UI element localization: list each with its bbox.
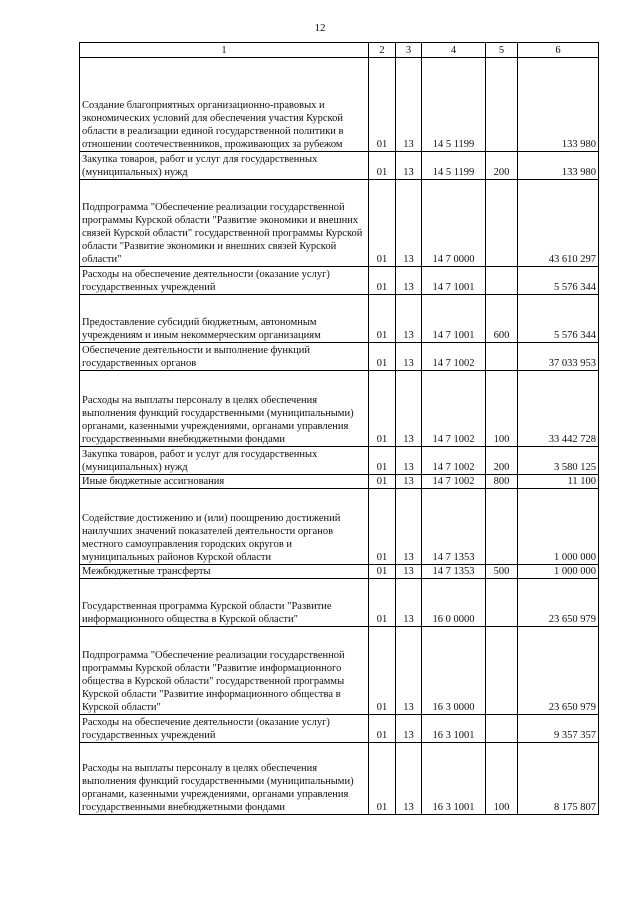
target-article-code: 14 7 0000 bbox=[422, 180, 486, 267]
section-code: 01 bbox=[369, 267, 396, 295]
expense-type-code bbox=[486, 58, 518, 152]
subsection-code: 13 bbox=[396, 152, 422, 180]
expense-type-code bbox=[486, 343, 518, 371]
expense-type-code: 200 bbox=[486, 447, 518, 475]
subsection-code: 13 bbox=[396, 447, 422, 475]
row-description: Иные бюджетные ассигнования bbox=[80, 475, 369, 489]
section-code: 01 bbox=[369, 715, 396, 743]
column-header-2: 2 bbox=[369, 43, 396, 58]
table-row bbox=[80, 58, 599, 152]
section-code: 01 bbox=[369, 627, 396, 715]
table-row bbox=[80, 489, 599, 565]
section-code: 01 bbox=[369, 180, 396, 267]
target-article-code: 14 7 1002 bbox=[422, 371, 486, 447]
column-header-1: 1 bbox=[80, 43, 369, 58]
subsection-code: 13 bbox=[396, 489, 422, 565]
row-description: Предоставление субсидий бюджетным, автономным учреждениям и иным некоммерческим организациям bbox=[80, 295, 369, 343]
amount: 8 175 807 bbox=[518, 743, 599, 815]
table-row bbox=[80, 743, 599, 815]
target-article-code: 16 0 0000 bbox=[422, 579, 486, 627]
header-row bbox=[80, 43, 599, 58]
row-description: Создание благоприятных организационно-правовых и экономических условий для обеспечения участия Курской области в реализации единой государственной политики в отношении соотечественников, проживающих за рубежом bbox=[80, 58, 369, 152]
expense-type-code bbox=[486, 267, 518, 295]
column-header-5: 5 bbox=[486, 43, 518, 58]
table-row bbox=[80, 475, 599, 489]
table-row bbox=[80, 715, 599, 743]
target-article-code: 14 5 1199 bbox=[422, 152, 486, 180]
amount: 133 980 bbox=[518, 152, 599, 180]
subsection-code: 13 bbox=[396, 295, 422, 343]
table-row bbox=[80, 295, 599, 343]
expense-type-code: 100 bbox=[486, 743, 518, 815]
expense-type-code: 600 bbox=[486, 295, 518, 343]
subsection-code: 13 bbox=[396, 371, 422, 447]
table-row bbox=[80, 565, 599, 579]
expense-type-code bbox=[486, 715, 518, 743]
amount: 133 980 bbox=[518, 58, 599, 152]
section-code: 01 bbox=[369, 152, 396, 180]
subsection-code: 13 bbox=[396, 475, 422, 489]
column-header-3: 3 bbox=[396, 43, 422, 58]
page-number: 12 bbox=[314, 22, 326, 34]
table-row bbox=[80, 267, 599, 295]
target-article-code: 16 3 0000 bbox=[422, 627, 486, 715]
subsection-code: 13 bbox=[396, 715, 422, 743]
subsection-code: 13 bbox=[396, 565, 422, 579]
amount: 9 357 357 bbox=[518, 715, 599, 743]
column-header-4: 4 bbox=[422, 43, 486, 58]
amount: 43 610 297 bbox=[518, 180, 599, 267]
row-description: Подпрограмма "Обеспечение реализации государственной программы Курской области "Развитие информационного общества в Курской области" государственной программы Курской области "Развитие информационного общества в Курской области" bbox=[80, 627, 369, 715]
table-row bbox=[80, 627, 599, 715]
section-code: 01 bbox=[369, 343, 396, 371]
section-code: 01 bbox=[369, 447, 396, 475]
subsection-code: 13 bbox=[396, 627, 422, 715]
subsection-code: 13 bbox=[396, 743, 422, 815]
section-code: 01 bbox=[369, 565, 396, 579]
table-row bbox=[80, 371, 599, 447]
target-article-code: 16 3 1001 bbox=[422, 743, 486, 815]
target-article-code: 14 7 1002 bbox=[422, 447, 486, 475]
amount: 5 576 344 bbox=[518, 295, 599, 343]
budget-table bbox=[79, 42, 599, 815]
row-description: Расходы на обеспечение деятельности (оказание услуг) государственных учреждений bbox=[80, 715, 369, 743]
row-description: Подпрограмма "Обеспечение реализации государственной программы Курской области "Развитие экономики и внешних связей Курской области" государственной программы Курской области "Развитие экономики и внешних связей Курской области" bbox=[80, 180, 369, 267]
row-description: Закупка товаров, работ и услуг для государственных (муниципальных) нужд bbox=[80, 447, 369, 475]
row-description: Межбюджетные трансферты bbox=[80, 565, 369, 579]
expense-type-code: 500 bbox=[486, 565, 518, 579]
expense-type-code bbox=[486, 180, 518, 267]
table-row bbox=[80, 579, 599, 627]
table-row bbox=[80, 343, 599, 371]
subsection-code: 13 bbox=[396, 267, 422, 295]
amount: 11 100 bbox=[518, 475, 599, 489]
expense-type-code: 800 bbox=[486, 475, 518, 489]
target-article-code: 14 7 1002 bbox=[422, 343, 486, 371]
section-code: 01 bbox=[369, 475, 396, 489]
table-row bbox=[80, 180, 599, 267]
section-code: 01 bbox=[369, 371, 396, 447]
section-code: 01 bbox=[369, 579, 396, 627]
table-row bbox=[80, 152, 599, 180]
target-article-code: 14 7 1001 bbox=[422, 267, 486, 295]
expense-type-code: 100 bbox=[486, 371, 518, 447]
amount: 33 442 728 bbox=[518, 371, 599, 447]
amount: 1 000 000 bbox=[518, 565, 599, 579]
subsection-code: 13 bbox=[396, 180, 422, 267]
column-header-6: 6 bbox=[518, 43, 599, 58]
target-article-code: 14 7 1002 bbox=[422, 475, 486, 489]
target-article-code: 16 3 1001 bbox=[422, 715, 486, 743]
amount: 23 650 979 bbox=[518, 627, 599, 715]
target-article-code: 14 7 1001 bbox=[422, 295, 486, 343]
row-description: Расходы на выплаты персоналу в целях обеспечения выполнения функций государственными (муниципальными) органами, казенными учреждениями, органами управления государственными внебюджетными фондами bbox=[80, 371, 369, 447]
row-description: Расходы на выплаты персоналу в целях обеспечения выполнения функций государственными (муниципальными) органами, казенными учреждениями, органами управления государственными внебюджетными фондами bbox=[80, 743, 369, 815]
expense-type-code bbox=[486, 489, 518, 565]
section-code: 01 bbox=[369, 489, 396, 565]
amount: 23 650 979 bbox=[518, 579, 599, 627]
target-article-code: 14 7 1353 bbox=[422, 565, 486, 579]
section-code: 01 bbox=[369, 58, 396, 152]
section-code: 01 bbox=[369, 295, 396, 343]
target-article-code: 14 7 1353 bbox=[422, 489, 486, 565]
amount: 1 000 000 bbox=[518, 489, 599, 565]
section-code: 01 bbox=[369, 743, 396, 815]
target-article-code: 14 5 1199 bbox=[422, 58, 486, 152]
row-description: Государственная программа Курской области "Развитие информационного общества в Курской области" bbox=[80, 579, 369, 627]
subsection-code: 13 bbox=[396, 58, 422, 152]
expense-type-code: 200 bbox=[486, 152, 518, 180]
expense-type-code bbox=[486, 627, 518, 715]
subsection-code: 13 bbox=[396, 579, 422, 627]
table-row bbox=[80, 447, 599, 475]
subsection-code: 13 bbox=[396, 343, 422, 371]
amount: 37 033 953 bbox=[518, 343, 599, 371]
amount: 5 576 344 bbox=[518, 267, 599, 295]
amount: 3 580 125 bbox=[518, 447, 599, 475]
expense-type-code bbox=[486, 579, 518, 627]
row-description: Закупка товаров, работ и услуг для государственных (муниципальных) нужд bbox=[80, 152, 369, 180]
row-description: Содействие достижению и (или) поощрению достижений наилучших значений показателей деятельности органов местного самоуправления городских округов и муниципальных районов Курской области bbox=[80, 489, 369, 565]
row-description: Обеспечение деятельности и выполнение функций государственных органов bbox=[80, 343, 369, 371]
row-description: Расходы на обеспечение деятельности (оказание услуг) государственных учреждений bbox=[80, 267, 369, 295]
